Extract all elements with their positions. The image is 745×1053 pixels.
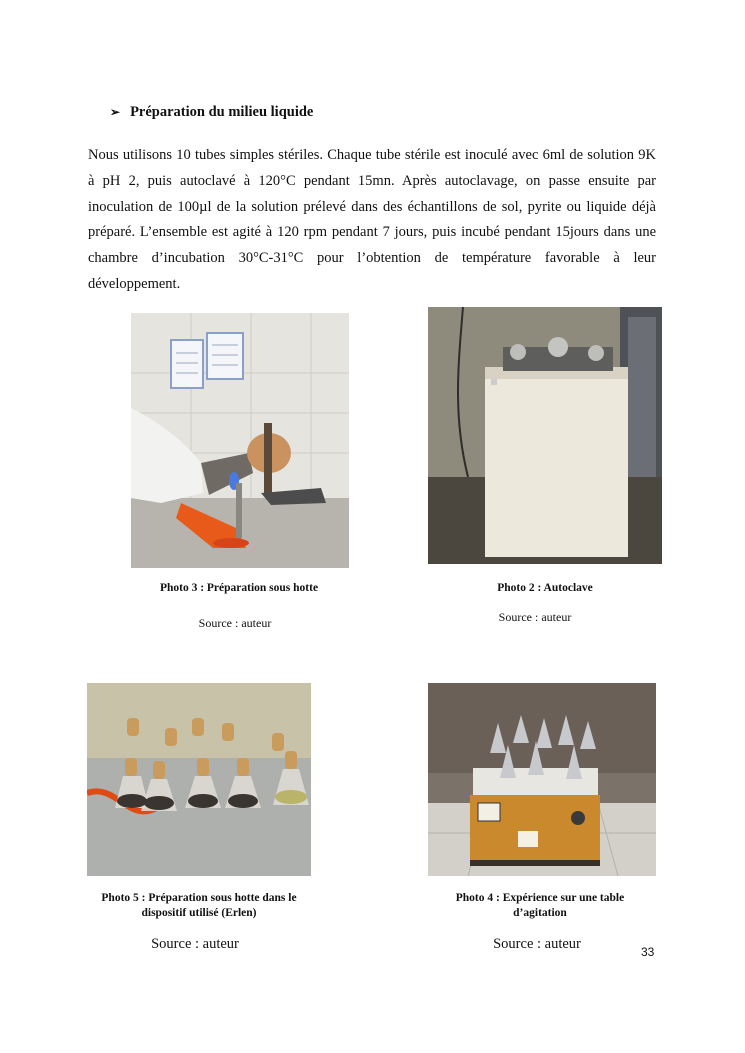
photo-4-source: Source : auteur: [493, 936, 581, 952]
paragraph-line: inoculation de 100µl de la solution prélevé dans des échantillons de sol, pyrite ou liquide déjà: [88, 198, 656, 215]
paragraph-line: développement.: [88, 275, 181, 292]
photo-5-caption: [80, 891, 318, 921]
paragraph-line: une chambre d’incubation 30°C-31°C pour l’obtention de température favorable à leur: [88, 224, 657, 267]
photo-erlen-flasks: [87, 683, 311, 876]
section-title: Préparation du milieu liquide: [130, 104, 314, 120]
paragraph-line: préparé. L’ensemble est agité à 120 rpm pendant 7 jours, puis incubé pendant 15jours dans: [88, 224, 631, 241]
body-paragraph: [88, 143, 656, 298]
caption-line: d’agitation: [513, 907, 567, 919]
photo-autoclave: [428, 307, 662, 564]
photo-3-source: Source : auteur: [198, 616, 272, 630]
photo-2-caption: Photo 2 : Autoclave: [497, 582, 593, 594]
photo-hood-preparation: [131, 313, 349, 568]
section-heading: [110, 104, 313, 121]
photo-4-caption: [435, 891, 645, 921]
arrow-bullet-icon: ➢: [110, 105, 121, 119]
photo-5-source: Source : auteur: [151, 936, 239, 952]
photo-2-source: Source : auteur: [498, 610, 572, 624]
caption-line: Photo 4 : Expérience sur une table: [455, 892, 625, 904]
paragraph-line: 9K à pH 2, puis autoclavé à 120°C pendant 15mn. Après autoclavage, on passe ensuite par: [88, 147, 656, 189]
caption-line: dispositif utilisé (Erlen): [141, 907, 257, 919]
page-number: 33: [641, 945, 655, 959]
paragraph-line: Nous utilisons 10 tubes simples stériles. Chaque tube stérile est inoculé avec 6ml de solution: [88, 147, 635, 163]
photo-shaking-table: [428, 683, 656, 876]
caption-line: Photo 5 : Préparation sous hotte dans le: [101, 892, 297, 904]
photo-3-caption: Photo 3 : Préparation sous hotte: [159, 582, 319, 594]
